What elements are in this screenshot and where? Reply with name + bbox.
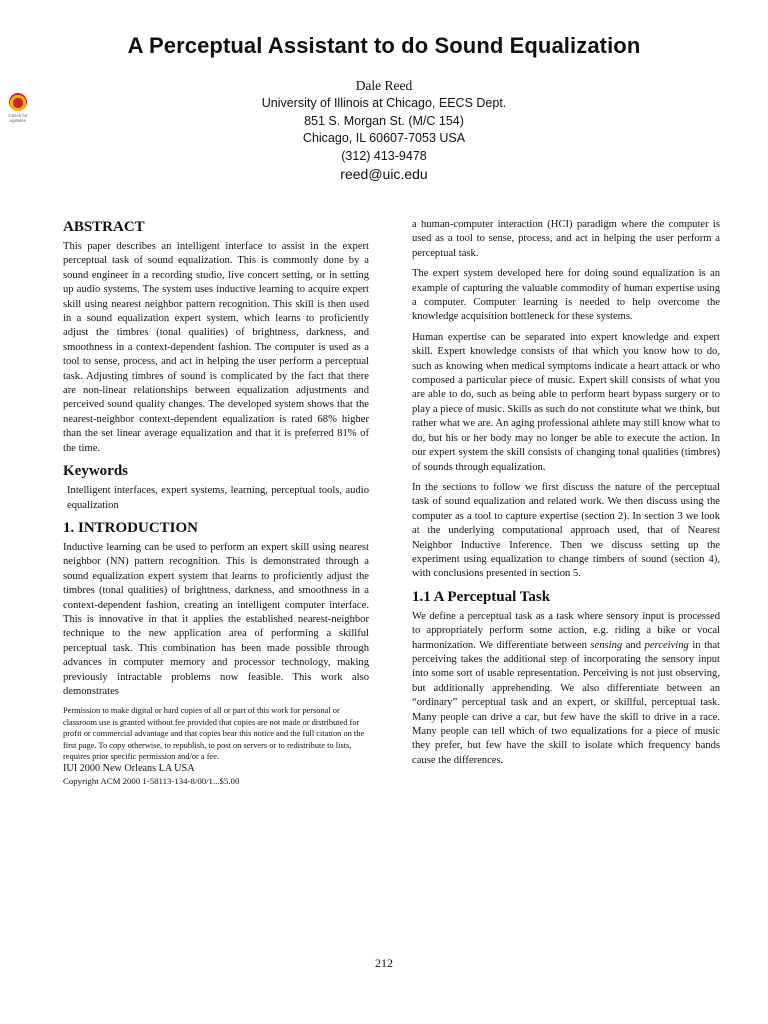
copyright-line: Copyright ACM 2000 1-58113-134-8/00/1...$5.00 — [63, 776, 240, 787]
paper-title: A Perceptual Assistant to do Sound Equalization — [127, 33, 641, 58]
right-column — [412, 218, 720, 774]
badge-line-2: updates — [9, 118, 26, 123]
page-number: 212 — [375, 956, 393, 970]
keywords-text: Intelligent interfaces, expert systems, learning, perceptual tools, audio equalization — [67, 485, 369, 511]
left-column — [63, 218, 369, 787]
text-span: We define a perceptual task as a task where sensory input is processed to appropriately perform some action, e.g. riding a bike or vocal harmonization. We differentiate between — [412, 610, 720, 651]
city-line: Chicago, IL 60607-7053 USA — [302, 131, 466, 145]
permission-text: Permission to make digital or hard copies of all or part of this work for personal or classroom use is granted without fee provided that copies are not made or distributed for profit or commercial advantage and that copies bear this notice and the full citation on the first page. To copy otherwise, to republish, to post on servers or to redistribute to lists, requires prior specific permission and/or a fee. — [63, 706, 365, 761]
body-paragraph: Human expertise can be separated into expert knowledge and expert skill. Expert knowledge consists of that which you know how to do, such as knowing when medical symptoms indicate a heart attack or who composed a particular piece of music. Expert skill consists of what you are able to do, such as being able to perform heart bypass surgery or to play a piece of music. Skills as such do not constitute what we think, but rather what we are. An aging professional athlete may still know what to do, but his or her body may no longer be able to execute the action. In our expert system the skill consists of changing tonal qualities (timbres) of sounds through equalization. — [412, 331, 720, 473]
body-paragraph: The expert system developed here for doing sound equalization is an example of capturing the valuable commodity of human expertise using a computer. Computer learning is needed to help overcome the knowledge acquisition bottleneck for these systems. — [412, 268, 720, 323]
introduction-heading: 1. INTRODUCTION — [63, 519, 199, 536]
abstract-heading: ABSTRACT — [63, 219, 145, 235]
author-email[interactable]: reed@uic.edu — [340, 166, 428, 182]
address-line: 851 S. Morgan St. (M/C 154) — [304, 113, 464, 128]
keywords-heading: Keywords — [63, 463, 128, 480]
section-1-1-heading: 1.1 A Perceptual Task — [412, 588, 551, 605]
emphasis-perceiving: perceiving — [644, 639, 689, 651]
author-name: Dale Reed — [355, 78, 413, 93]
venue-line: IUI 2000 New Orleans LA USA — [63, 763, 195, 775]
affiliation-line: University of Illinois at Chicago, EECS Dept. — [261, 96, 507, 110]
abstract-text: This paper describes an intelligent interface to assist in the expert perceptual task of sound equalization. This is commonly done by a sound engineer in a recording studio, live concert setting, or in setting up audio systems. The system uses inductive learning to acquire expert skill using nearest neighbor pattern recognition. This skill is then used in a sound equalization expert system, which learns to proficiently adjust the timbres (tonal qualities) of brightness, darkness, and smoothness in a context-dependent fashion. The computer is used as a tool to sense, process, and act in helping the user perform a perceptual task. Adjusting timbres of sound is complicated by the fact that there are non-linear relationships between equalization adjustments and perceived sound quality changes. The developed system shows that the nearest-neighbor context-dependent equalization is rated 68% higher than the set linear average equalization and that it is preferred 81% of the time. — [63, 241, 369, 454]
permission-notice — [63, 705, 369, 787]
introduction-text: Inductive learning can be used to perform an expert skill using nearest neighbor (NN) pattern recognition. This is demonstrated through a sound equalization expert system that learns to proficiently adjust the timbres (tonal qualities) of brightness, darkness, and smoothness in a context-dependent fashion, creating an intelligent computer interface. This is innovative in that it applies the established nearest-neighbor technique to the new application area of performing a skillful perceptual task. This combination has been made possible through advances in computer memory and processor technology, making previously intractable problems now feasible. This work also demonstrates — [63, 541, 369, 697]
text-span: in that perceiving takes the additional step of incorporating the sensory input into some sort of usable representation. Perceiving is not just observing, but additionally apprehending. We also differentiate between an “ordinary” perceptual task and an expert, or skillful, perceptual task. Many people can drive a car, but few have the skill to drive in a race. Many people can tell which of two equalizations for a piece of music they prefer, but few have the skill to isolate which frequency bands cause the differences. — [412, 639, 720, 766]
body-paragraph: a human-computer interaction (HCI) paradigm where the computer is used as a tool to sense, process, and act in helping the user perform a perceptual task. — [412, 219, 720, 259]
body-paragraph: In the sections to follow we first discuss the nature of the perceptual task of sound equalization and related work. We then discuss using the computer as a tool to capture expertise (section 2). In section 3 we look at the underlying computational approach used, that of Nearest Neighbor Inductive Inference. Then we discuss setting up the experiment using equalization to change timbers of sound (section 4), with conclusions presented in section 5. — [412, 481, 720, 580]
perceptual-task-paragraph — [412, 610, 720, 768]
text-span: and — [622, 639, 645, 651]
badge-line-1: Check for — [8, 113, 28, 118]
author-block — [0, 77, 768, 183]
phone-line: (312) 413-9478 — [341, 148, 427, 163]
emphasis-sensing: sensing — [590, 639, 623, 651]
